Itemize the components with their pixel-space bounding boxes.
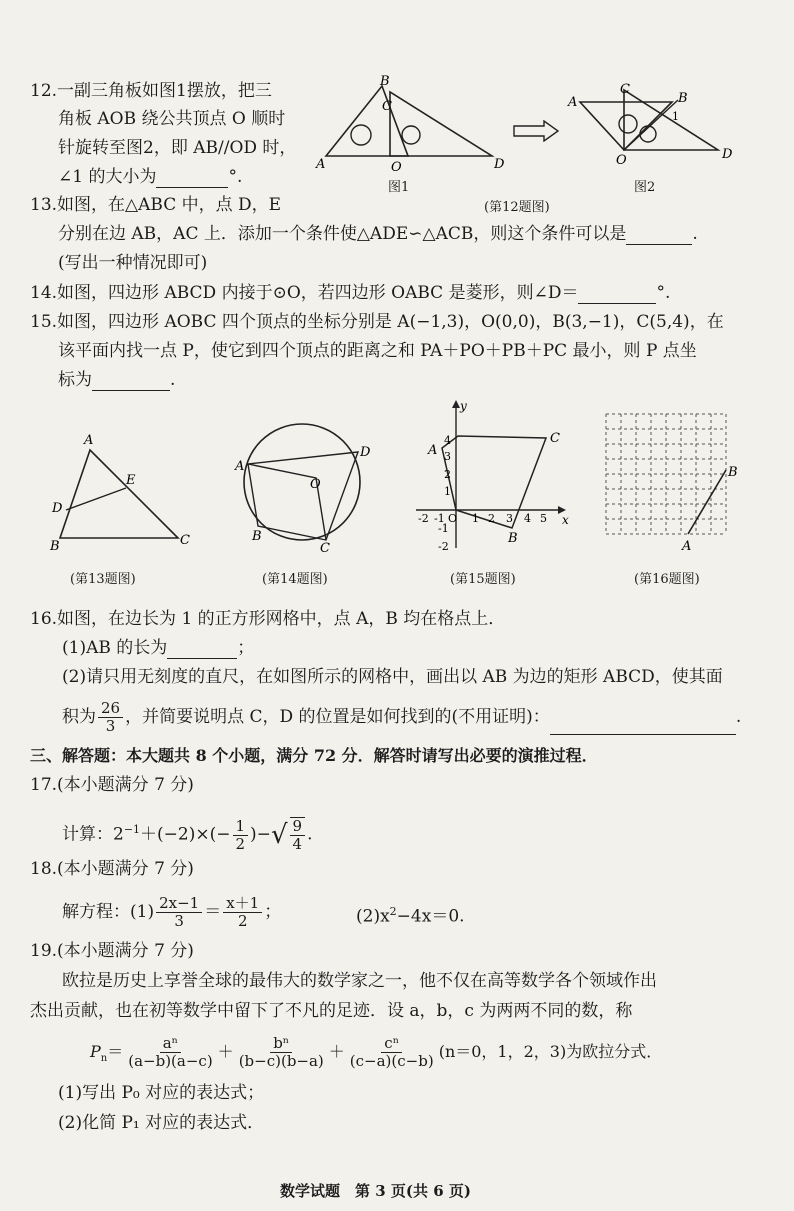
triangle-aob-rotated <box>580 102 672 150</box>
axis-label-y: y <box>460 399 467 413</box>
q15-caption: (第15题图) <box>450 572 516 587</box>
q12-line3: 针旋转至图2，即 AB//OD 时， <box>58 138 297 158</box>
q16-part2-line2: 积为 $\frac{26}{3}$ ，并简要说明点 C，D 的位置是如何找到的(不用证明)： . <box>62 699 742 735</box>
label-c: C <box>620 82 630 97</box>
xtick-1: 1 <box>472 512 479 525</box>
q16-figure <box>598 410 748 555</box>
section-3-heading: 三、解答题：本大题共 8 个小题，满分 72 分．解答时请写出必要的演推过程． <box>30 746 598 765</box>
circle-o <box>244 424 360 540</box>
label-c: C <box>320 541 330 552</box>
label-o: O <box>616 153 627 168</box>
xtick-5: 5 <box>540 512 547 525</box>
axis-label-x: x <box>562 513 569 527</box>
label-b: B <box>508 531 518 546</box>
q12-group-caption: (第12题图) <box>484 200 550 215</box>
q17-expression: 计算：$2^{-1}+(-2)\times(-$ $\frac{1}{2}$ )−√ $\frac{9}{4}$ . <box>62 816 313 854</box>
label-a: A <box>316 157 326 172</box>
label-a: A <box>84 433 94 448</box>
ytick-neg1: -1 <box>438 522 449 535</box>
q16-part1: (1)AB 的长为 ； <box>62 638 255 658</box>
q13-figure <box>46 430 196 550</box>
q16-p1-answer-blank <box>167 642 237 659</box>
q15-figure <box>412 398 572 558</box>
ytick-neg2: -2 <box>438 540 449 553</box>
segment-ab <box>688 470 726 534</box>
label-o: O <box>391 160 402 175</box>
label-b: B <box>380 74 390 89</box>
triangle-cod <box>624 90 718 150</box>
quadrilateral-abcd <box>248 452 358 540</box>
q13-caption: (第13题图) <box>70 572 136 587</box>
q19-line1: 欧拉是历史上享誉全球的最伟大的数学家之一，他不仅在高等数学各个领域作出 <box>62 971 657 991</box>
q14-caption: (第14题图) <box>262 572 328 587</box>
label-a: A <box>682 539 692 554</box>
q12-figure-2 <box>566 80 746 180</box>
q19-euler-formula: $P_n=$ $\frac{\text{aⁿ}}{(a-b)(a-c)}$ ＋ $\frac{\text{bⁿ}}{(b-c)(b-a)}$ ＋ $\frac{\text{cⁿ}}{(c-a)(c-b)}$ (n＝0，1，2，3)为欧拉分式． <box>90 1034 663 1070</box>
q12-line4: ∠1 的大小为 °. <box>58 167 243 187</box>
label-b: B <box>728 465 738 480</box>
q14-figure <box>232 412 372 552</box>
label-angle-1: 1 <box>672 110 679 123</box>
q12-fig2-caption: 图2 <box>634 180 656 195</box>
label-a: A <box>428 443 438 458</box>
q16-caption: (第16题图) <box>634 572 700 587</box>
label-c: C <box>550 431 560 446</box>
q16-part2-line1: (2)请只用无刻度的直尺，在如图所示的网格中，画出以 AB 为边的矩形 ABCD，使其面 <box>62 667 723 687</box>
q18-part2: $(2)x^2-4x=0$. <box>356 905 465 927</box>
ytick-3: 3 <box>444 450 451 463</box>
q17-fraction-sqrt: $\frac{9}{4}$ <box>290 817 306 853</box>
q13-line3: (写出一种情况即可) <box>58 253 208 273</box>
q13-line2: 分别在边 AB，AC 上．添加一个条件使△ADE∽△ACB，则这个条件可以是 . <box>58 224 698 244</box>
label-b: B <box>50 539 60 550</box>
label-o: O <box>310 477 321 492</box>
triangle-cod <box>390 92 492 156</box>
q16-p2-answer-blank <box>550 718 736 735</box>
label-d: D <box>52 501 63 516</box>
q19-heading: 19.(本小题满分 7 分) <box>30 941 194 961</box>
q16-line1: 16.如图，在边长为 1 的正方形网格中，点 A，B 均在格点上． <box>30 609 506 629</box>
label-d: D <box>494 157 505 172</box>
ytick-2: 2 <box>444 468 451 481</box>
page-footer: 数学试题 第 3 页(共 6 页) <box>280 1182 471 1200</box>
q14-line: 14.如图，四边形 ABCD 内接于⊙O，若四边形 OABC 是菱形，则∠D＝ °. <box>30 283 671 303</box>
q12-line1: 12.一副三角板如图1摆放，把三 <box>30 81 272 101</box>
label-b: B <box>252 529 262 544</box>
q15-line2: 该平面内找一点 P，使它到四个顶点的距离之和 PA＋PO＋PB＋PC 最小，则 P 点坐 <box>58 341 697 361</box>
label-c: C <box>382 99 392 114</box>
q14-answer-blank <box>578 287 656 304</box>
xtick-neg2: -2 <box>418 512 429 525</box>
q15-line1: 15.如图，四边形 AOBC 四个顶点的坐标分别是 A(−1,3)，O(0,0)，B(3,−1)，C(5,4)，在 <box>30 312 724 332</box>
label-b: B <box>678 91 688 106</box>
q18-heading: 18.(本小题满分 7 分) <box>30 859 194 879</box>
q17-heading: 17.(本小题满分 7 分) <box>30 775 194 795</box>
xtick-origin: O <box>448 512 458 525</box>
ytick-4: 4 <box>444 434 451 447</box>
q12-figure-1 <box>312 74 512 184</box>
q19-sub2: (2)化简 P₁ 对应的表达式． <box>58 1113 265 1133</box>
label-a: A <box>235 459 245 474</box>
q15-line3: 标为 . <box>58 370 176 390</box>
xtick-2: 2 <box>488 512 495 525</box>
q19-line2: 杰出贡献，也在初等数学中留下了不凡的足迹．设 a，b，c 为两两不同的数，称 <box>30 1001 633 1021</box>
triangle-abc <box>60 450 178 538</box>
q19-sub1: (1)写出 P₀ 对应的表达式； <box>58 1083 265 1103</box>
q15-answer-blank <box>92 374 170 391</box>
sqrt-icon: √ <box>270 820 288 851</box>
label-d: D <box>722 147 733 162</box>
q12-fig1-caption: 图1 <box>388 180 410 195</box>
square-grid <box>606 414 726 534</box>
xtick-3: 3 <box>506 512 513 525</box>
arrow-icon <box>512 120 562 142</box>
q13-line1: 13.如图，在△ABC 中，点 D，E <box>30 195 282 215</box>
q17-fraction-half: $\frac{1}{2}$ <box>233 818 249 853</box>
label-a: A <box>568 95 578 110</box>
q12-line2: 角板 AOB 绕公共顶点 O 顺时 <box>58 109 286 129</box>
label-c: C <box>180 533 190 548</box>
label-d: D <box>360 445 371 460</box>
q12-answer-blank <box>156 171 228 188</box>
q18-part1: 解方程：(1) $\frac{2x-1}{3}$ ＝ $\frac{x+1}{2}$ ； <box>62 894 282 930</box>
segment-de <box>66 488 126 510</box>
q16-fraction: $\frac{26}{3}$ <box>98 700 123 735</box>
xtick-4: 4 <box>524 512 531 525</box>
xtick-neg1: -1 <box>434 512 445 525</box>
q13-answer-blank <box>626 228 692 245</box>
label-e: E <box>126 473 136 488</box>
ytick-1: 1 <box>444 485 451 498</box>
